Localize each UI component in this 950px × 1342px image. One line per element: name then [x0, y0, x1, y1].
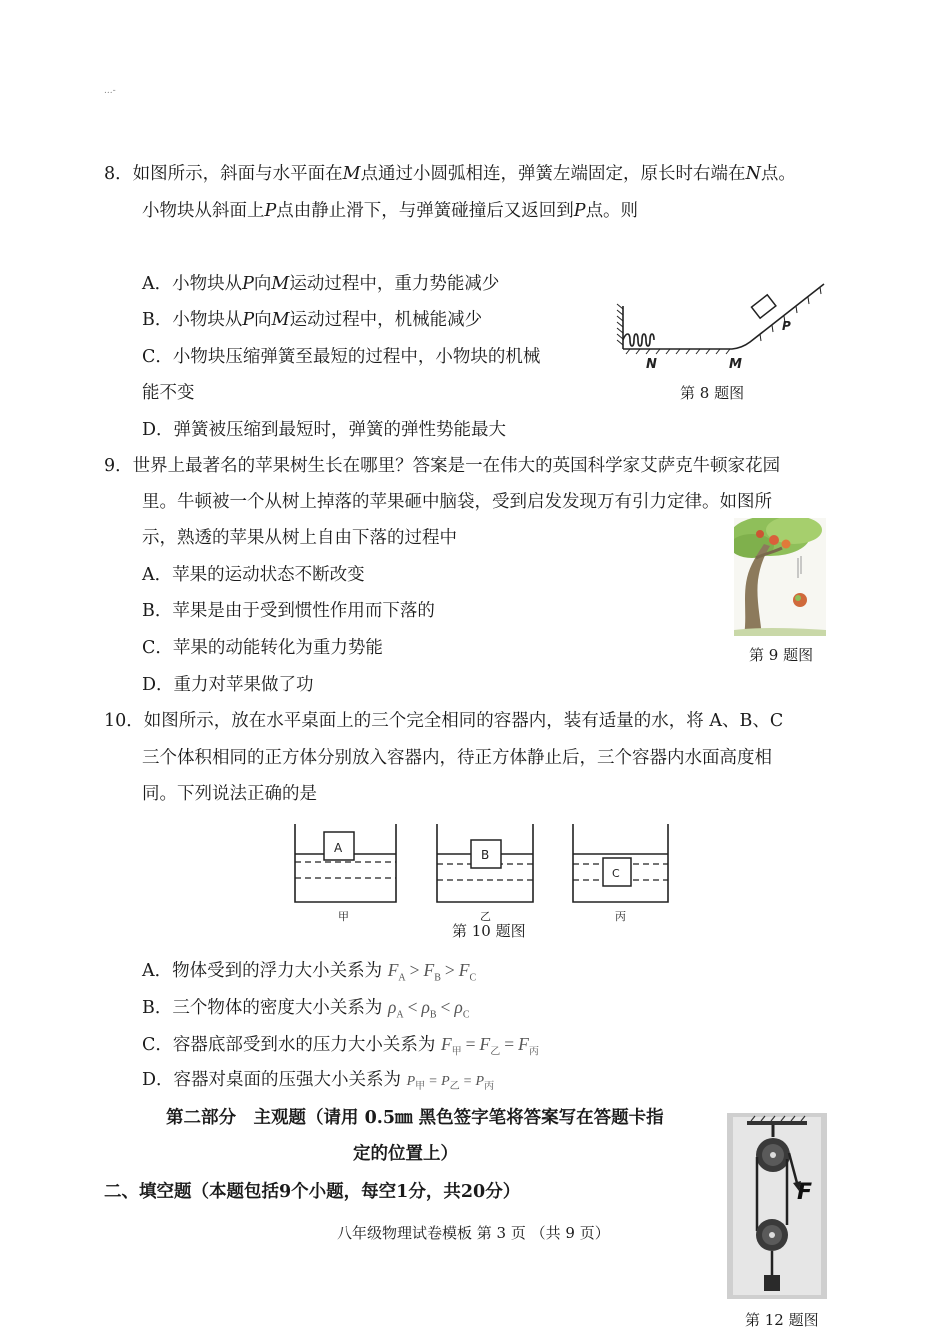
q12-figure-pulley	[727, 1113, 827, 1299]
formula-pressure: $P_甲 = P_乙 = P_丙$	[406, 1074, 495, 1092]
block-a-label: A	[334, 841, 343, 855]
q9-line-3: 示，熟透的苹果从树上自由下落的过程中	[142, 528, 457, 548]
q8-line-1: 8．如图所示，斜面与水平面在M点通过小圆弧相连，弹簧左端固定，原长时右端在N点。	[104, 164, 796, 184]
q9-option-b: B．苹果是由于受到惯性作用而下落的	[142, 601, 435, 621]
q10-option-a: A．物体受到的浮力大小关系为 $F_A > F_B > F_C$	[142, 960, 477, 984]
section-2-heading: 二、填空题（本题包括9个小题，每空1分，共20分）	[104, 1182, 521, 1202]
q9-option-c: C．苹果的动能转化为重力势能	[142, 638, 383, 658]
var-n: N	[745, 164, 761, 184]
q10-option-c: C．容器底部受到水的压力大小关系为 $F_甲 = F_乙 = F_丙$	[142, 1034, 539, 1058]
q10-line-3: 同。下列说法正确的是	[142, 784, 317, 804]
container-label-3: 丙	[615, 910, 626, 923]
q9-option-a: A．苹果的运动状态不断改变	[142, 565, 365, 585]
q12-label-f: F	[797, 1180, 813, 1205]
q10-option-d: D．容器对桌面的压强大小关系为 $P_甲 = P_乙 = P_丙$	[142, 1070, 495, 1092]
container-label-1: 甲	[338, 910, 349, 923]
q8-caption: 第 8 题图	[680, 384, 745, 402]
q8-label-m: M	[729, 357, 742, 372]
q12-caption: 第 12 题图	[745, 1311, 819, 1329]
part2-title-line-1: 第二部分 主观题（请用 0.5㎜ 黑色签字笔将答案写在答题卡指	[166, 1108, 664, 1128]
q8-option-b: B．小物块从P向M运动过程中，机械能减少	[142, 310, 483, 330]
q9-figure-apple-tree	[734, 518, 826, 636]
q8-option-c-line-1: C．小物块压缩弹簧至最短的过程中，小物块的机械	[142, 347, 541, 367]
q9-option-d: D．重力对苹果做了功	[142, 675, 314, 695]
q8-figure	[612, 276, 832, 376]
q9-caption: 第 9 题图	[749, 646, 814, 664]
var-m: M	[342, 164, 361, 184]
q8-label-p: P	[782, 319, 791, 333]
q8-number: 8．	[104, 164, 133, 184]
q8-option-d: D．弹簧被压缩到最短时，弹簧的弹性势能最大	[142, 420, 507, 440]
page-footer: 八年级物理试卷模板 第 3 页 （共 9 页）	[337, 1224, 610, 1242]
formula-density: $\rho_A < \rho_B < \rho_C$	[387, 997, 470, 1021]
formula-buoyancy: $F_A > F_B > F_C$	[387, 960, 477, 984]
q8-option-c-line-2: 能不变	[142, 383, 195, 403]
q8-line-2: 小物块从斜面上P点由静止滑下，与弹簧碰撞后又返回到P点。则	[142, 201, 639, 221]
header-mark: ...-	[104, 86, 116, 96]
q10-number: 10．	[104, 711, 144, 731]
q10-line-1: 10．如图所示，放在水平桌面上的三个完全相同的容器内，装有适量的水，将 A、B、C	[104, 711, 784, 731]
q10-line-2: 三个体积相同的正方体分别放入容器内，待正方体静止后，三个容器内水面高度相	[142, 748, 772, 768]
q8-option-a: A．小物块从P向M运动过程中，重力势能减少	[142, 274, 500, 294]
q8-label-n: N	[646, 357, 657, 372]
container-label-2: 乙	[480, 910, 491, 923]
q9-line-1: 9．世界上最著名的苹果树生长在哪里？答案是一在伟大的英国科学家艾萨克牛顿家花园	[104, 456, 781, 476]
part2-title-line-2: 定的位置上）	[353, 1144, 458, 1164]
block-b-label: B	[481, 848, 490, 862]
formula-pressure-force: $F_甲 = F_乙 = F_丙$	[440, 1034, 539, 1058]
block-c-label: C	[612, 867, 620, 880]
q10-option-b: B．三个物体的密度大小关系为 $\rho_A < \rho_B < \rho_C$	[142, 997, 470, 1021]
q10-caption: 第 10 题图	[452, 922, 526, 940]
q9-line-2: 里。牛顿被一个从树上掉落的苹果砸中脑袋，受到启发发现万有引力定律。如图所	[142, 492, 772, 512]
q9-number: 9．	[104, 456, 133, 476]
q10-figure-containers	[290, 822, 670, 926]
